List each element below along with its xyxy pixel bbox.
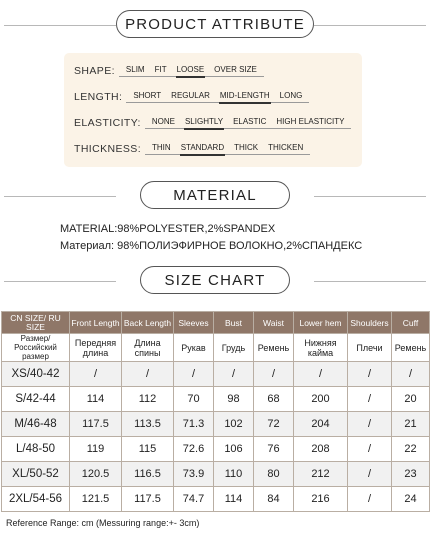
table-cell: 72.6 xyxy=(174,437,214,462)
divider-line xyxy=(314,281,426,282)
attribute-label: LENGTH: xyxy=(74,91,123,103)
table-cell: / xyxy=(392,362,430,387)
table-cell: 106 xyxy=(214,437,254,462)
table-cell: 102 xyxy=(214,412,254,437)
column-header: Sleeves xyxy=(174,312,214,334)
size-label-cell: S/42-44 xyxy=(2,387,70,412)
material-line-ru: Материал: 98%ПОЛИЭФИРНОЕ ВОЛОКНО,2%СПАНДЕКС xyxy=(60,240,363,252)
attribute-option-selected: SLIGHTLY xyxy=(184,117,224,126)
table-cell: / xyxy=(348,487,392,512)
attribute-label: SHAPE: xyxy=(74,65,115,77)
table-cell: 119 xyxy=(70,437,122,462)
table-cell: / xyxy=(348,412,392,437)
divider-line xyxy=(4,281,116,282)
column-header: CN SIZE/ RU SIZE xyxy=(2,312,70,334)
reference-note: Reference Range: cm (Messuring range:+- 3cm) xyxy=(6,518,200,528)
column-header-ru: Ремень xyxy=(254,334,294,362)
attribute-row xyxy=(74,87,309,103)
attribute-options xyxy=(145,143,310,155)
table-cell: 23 xyxy=(392,462,430,487)
attribute-option: ELASTIC xyxy=(233,117,267,126)
table-cell: 21 xyxy=(392,412,430,437)
column-header: Lower hem xyxy=(294,312,348,334)
table-cell: 74.7 xyxy=(174,487,214,512)
column-header-ru: Размер/ Российский размер xyxy=(2,334,70,362)
table-cell: / xyxy=(122,362,174,387)
table-cell: 68 xyxy=(254,387,294,412)
section-title-pill: PRODUCT ATTRIBUTE xyxy=(116,10,314,38)
size-label-cell: L/48-50 xyxy=(2,437,70,462)
table-cell: / xyxy=(348,462,392,487)
table-cell: 120.5 xyxy=(70,462,122,487)
table-cell: 208 xyxy=(294,437,348,462)
table-cell: 115 xyxy=(122,437,174,462)
table-cell: 113.5 xyxy=(122,412,174,437)
table-cell: / xyxy=(348,362,392,387)
material-header xyxy=(0,181,430,211)
size-chart-table xyxy=(1,311,430,512)
table-cell: 114 xyxy=(70,387,122,412)
table-cell: 84 xyxy=(254,487,294,512)
column-header-ru: Нижняя кайма xyxy=(294,334,348,362)
attribute-options xyxy=(145,117,352,129)
product-attribute-header xyxy=(0,10,430,40)
divider-line xyxy=(4,25,116,26)
attribute-option: REGULAR xyxy=(171,91,210,100)
table-cell: / xyxy=(348,387,392,412)
table-cell: 110 xyxy=(214,462,254,487)
size-label-cell: 2XL/54-56 xyxy=(2,487,70,512)
table-cell: 116.5 xyxy=(122,462,174,487)
table-cell: 24 xyxy=(392,487,430,512)
table-cell: / xyxy=(174,362,214,387)
attribute-option: THICKEN xyxy=(268,143,304,152)
table-cell: / xyxy=(70,362,122,387)
size-label-cell: M/46-48 xyxy=(2,412,70,437)
column-header: Shoulders xyxy=(348,312,392,334)
table-cell: 98 xyxy=(214,387,254,412)
attribute-label: THICKNESS: xyxy=(74,143,142,155)
column-header-ru: Плечи xyxy=(348,334,392,362)
size-label-cell: XL/50-52 xyxy=(2,462,70,487)
attribute-option: THICK xyxy=(234,143,259,152)
divider-line xyxy=(314,25,426,26)
section-title-pill: MATERIAL xyxy=(140,181,290,209)
attribute-options xyxy=(119,65,264,77)
column-header: Cuff xyxy=(392,312,430,334)
table-cell: 114 xyxy=(214,487,254,512)
column-header-ru: Рукав xyxy=(174,334,214,362)
material-line-en: MATERIAL:98%POLYESTER,2%SPANDEX xyxy=(60,223,276,235)
table-cell: 80 xyxy=(254,462,294,487)
attribute-option: SHORT xyxy=(133,91,162,100)
attribute-option: SLIM xyxy=(125,65,145,74)
table-cell: 204 xyxy=(294,412,348,437)
table-cell: 73.9 xyxy=(174,462,214,487)
column-header-ru: Грудь xyxy=(214,334,254,362)
column-header-ru: Передняя длина xyxy=(70,334,122,362)
table-cell: 117.5 xyxy=(70,412,122,437)
table-cell: 117.5 xyxy=(122,487,174,512)
attribute-option: HIGH ELASTICITY xyxy=(276,117,345,126)
table-row xyxy=(2,487,430,512)
column-header-ru: Длина спины xyxy=(122,334,174,362)
attribute-row xyxy=(74,61,264,77)
table-cell: 112 xyxy=(122,387,174,412)
table-cell: 72 xyxy=(254,412,294,437)
column-header: Waist xyxy=(254,312,294,334)
table-cell: 121.5 xyxy=(70,487,122,512)
attribute-option-selected: MID-LENGTH xyxy=(219,91,270,100)
table-cell: / xyxy=(294,362,348,387)
column-header: Back Length xyxy=(122,312,174,334)
attribute-option: OVER SIZE xyxy=(214,65,257,74)
attribute-options xyxy=(126,91,309,103)
header-row-en xyxy=(2,312,430,334)
table-cell: 70 xyxy=(174,387,214,412)
attribute-option: LONG xyxy=(279,91,303,100)
table-cell: 216 xyxy=(294,487,348,512)
attribute-option: NONE xyxy=(151,117,175,126)
table-cell: 71.3 xyxy=(174,412,214,437)
table-cell: / xyxy=(254,362,294,387)
table-cell: / xyxy=(214,362,254,387)
table-row xyxy=(2,387,430,412)
divider-line xyxy=(314,196,426,197)
table-row xyxy=(2,362,430,387)
attribute-panel xyxy=(64,53,362,167)
attribute-option: FIT xyxy=(154,65,167,74)
attribute-option: THIN xyxy=(152,143,171,152)
table-cell: 76 xyxy=(254,437,294,462)
size-label-cell: XS/40-42 xyxy=(2,362,70,387)
table-row xyxy=(2,412,430,437)
table-row xyxy=(2,462,430,487)
attribute-label: ELASTICITY: xyxy=(74,117,141,129)
attribute-row xyxy=(74,113,351,129)
attribute-option-selected: STANDARD xyxy=(180,143,225,152)
divider-line xyxy=(4,196,116,197)
table-row xyxy=(2,437,430,462)
table-cell: 200 xyxy=(294,387,348,412)
section-title-pill: SIZE CHART xyxy=(140,266,290,294)
table-cell: / xyxy=(348,437,392,462)
column-header: Bust xyxy=(214,312,254,334)
header-row-ru xyxy=(2,334,430,362)
attribute-option-selected: LOOSE xyxy=(176,65,205,74)
attribute-row xyxy=(74,139,310,155)
table-cell: 212 xyxy=(294,462,348,487)
column-header-ru: Ремень xyxy=(392,334,430,362)
table-cell: 20 xyxy=(392,387,430,412)
table-cell: 22 xyxy=(392,437,430,462)
size-chart-header xyxy=(0,266,430,296)
column-header: Front Length xyxy=(70,312,122,334)
